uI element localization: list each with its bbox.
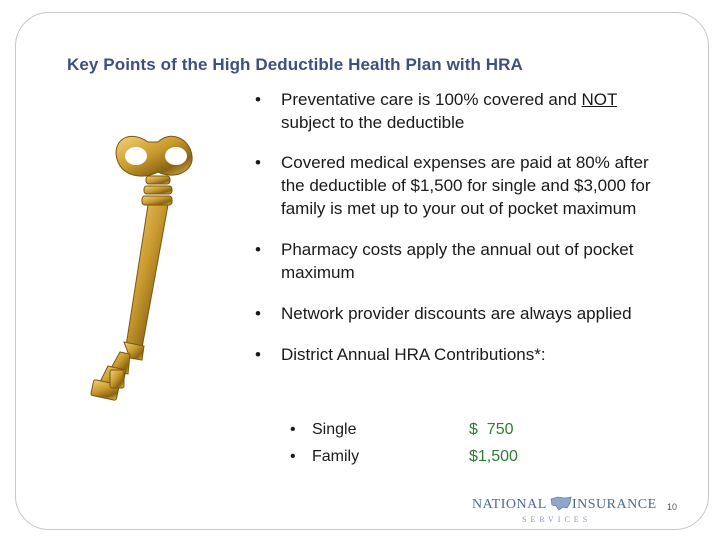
bullet-network-discounts: • Network provider discounts are always applied <box>255 304 632 323</box>
contribution-label: Single <box>312 421 357 438</box>
golden-key-image <box>70 120 270 440</box>
contribution-row-family <box>290 448 590 475</box>
bullet-dot: • <box>255 304 261 323</box>
bullet-hra-contributions: • District Annual HRA Contributions*: <box>255 345 546 364</box>
contribution-row-single <box>290 421 590 448</box>
contribution-amount: $ 750 <box>469 421 514 438</box>
page-number: 10 <box>667 502 678 512</box>
us-map-icon <box>550 495 572 511</box>
bullet-dot: • <box>290 448 296 465</box>
bullet-dot: • <box>255 345 261 364</box>
bullet-dot: • <box>255 90 261 109</box>
contribution-list <box>290 421 590 475</box>
slide-title: Key Points of the High Deductible Health Plan with HRA <box>67 55 523 74</box>
key-shaft <box>126 205 168 348</box>
bullet-dot: • <box>255 153 261 172</box>
bullet-dot: • <box>290 421 296 438</box>
contribution-label: Family <box>312 448 360 465</box>
key-bit <box>91 342 144 401</box>
contribution-amount: $1,500 <box>469 448 518 465</box>
bullet-dot: • <box>255 240 261 259</box>
key-points-list <box>255 88 675 366</box>
not-emphasis: NOT <box>581 90 618 109</box>
bullet-pharmacy-costs: • Pharmacy costs apply the annual out of pocket maximum <box>255 240 634 282</box>
national-insurance-logo: NATIONAL INSURANCE SERVICES <box>472 497 657 524</box>
key-collar <box>142 176 172 205</box>
bullet-covered-expenses: • Covered medical expenses are paid at 80% after the deductible of $1,500 for single and $3,000 for family is met up to your out of pocket maximum <box>255 153 651 218</box>
bullet-preventative-care: • Preventative care is 100% covered and NOT subject to the deductible <box>255 90 618 132</box>
